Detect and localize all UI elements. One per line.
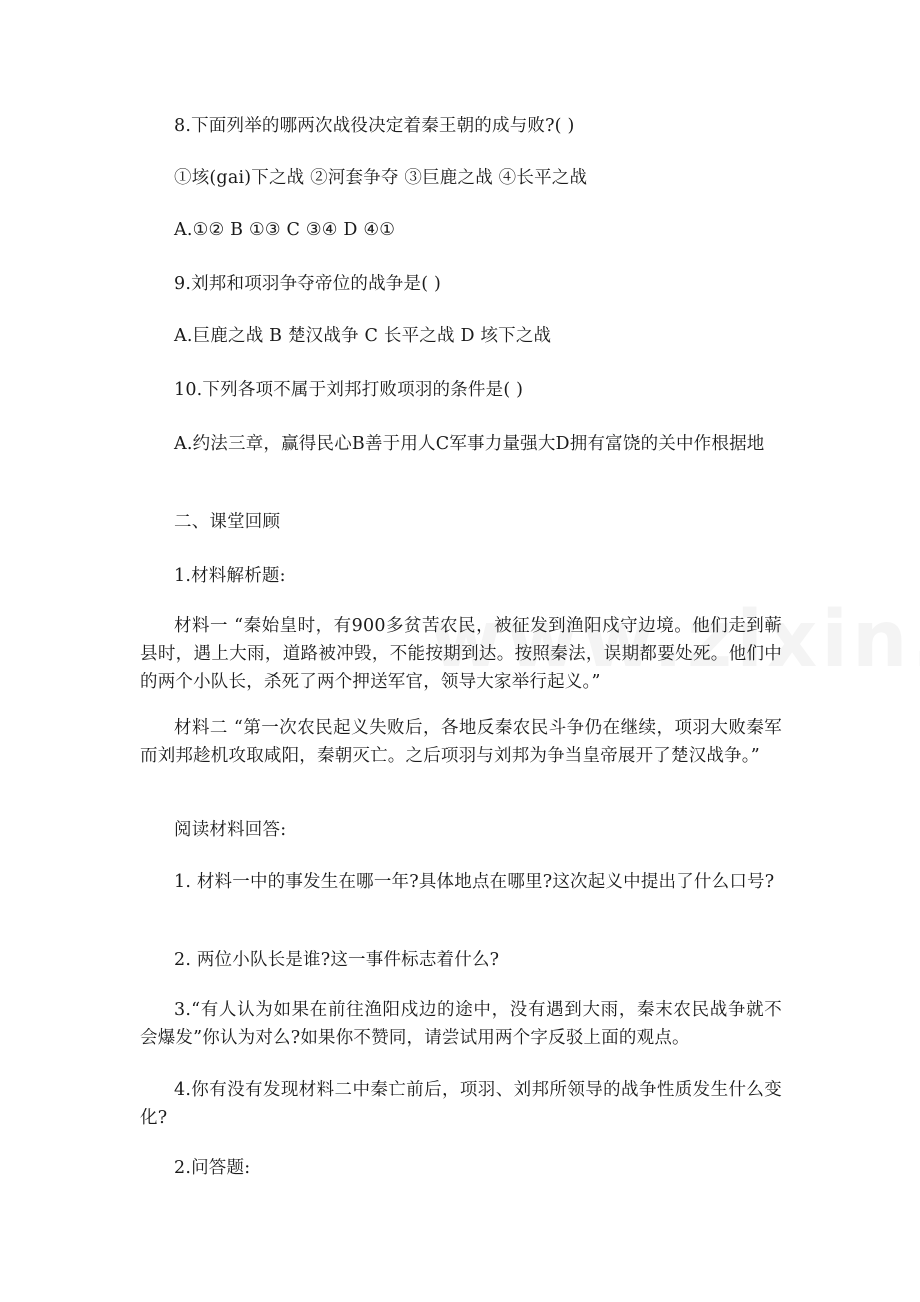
section-heading: 二、课堂回顾 bbox=[174, 512, 281, 532]
material-one: 材料一 “秦始皇时，有900多贫苦农民，被征发到渔阳戍守边境。他们走到蕲县时，遇上大雨，道路被冲毁，不能按期到达。按照秦法，误期都要处死。他们中的两个小队长，杀死了两个押送军官，领导大家举行起义。” bbox=[140, 616, 782, 692]
qa-heading: 2.问答题: bbox=[174, 1158, 251, 1178]
question-9: 9.刘邦和项羽争夺帝位的战争是( ) bbox=[174, 274, 442, 294]
question-10-options: A.约法三章，赢得民心B善于用人C军事力量强大D拥有富饶的关中作根据地 bbox=[174, 434, 765, 454]
sub-question-4: 4.你有没有发现材料二中秦亡前后，项羽、刘邦所领导的战争性质发生什么变化? bbox=[140, 1080, 782, 1128]
question-8: 8.下面列举的哪两次战役决定着秦王朝的成与败?( ) bbox=[174, 116, 575, 136]
sub-question-2: 2. 两位小队长是谁?这一事件标志着什么? bbox=[174, 950, 500, 970]
question-10: 10.下列各项不属于刘邦打败项羽的条件是( ) bbox=[174, 380, 524, 400]
reading-prompt: 阅读材料回答: bbox=[174, 820, 287, 840]
sub-question-1: 1. 材料一中的事发生在哪一年?具体地点在哪里?这次起义中提出了什么口号? bbox=[174, 872, 775, 892]
material-analysis-heading: 1.材料解析题: bbox=[174, 566, 286, 586]
question-9-options: A.巨鹿之战 B 楚汉战争 C 长平之战 D 垓下之战 bbox=[174, 326, 552, 346]
sub-question-3: 3.“有人认为如果在前往渔阳戍边的途中，没有遇到大雨，秦末农民战争就不会爆发”你认为对么?如果你不赞同，请尝试用两个字反驳上面的观点。 bbox=[140, 1000, 782, 1048]
question-8-items: ①垓(gai)下之战 ②河套争夺 ③巨鹿之战 ④长平之战 bbox=[174, 168, 588, 188]
question-8-options: A.①② B ①③ C ③④ D ④① bbox=[174, 220, 396, 240]
material-two: 材料二 “第一次农民起义失败后，各地反秦农民斗争仍在继续，项羽大败秦军而刘邦趁机攻取咸阳，秦朝灭亡。之后项羽与刘邦为争当皇帝展开了楚汉战争。” bbox=[140, 718, 782, 766]
